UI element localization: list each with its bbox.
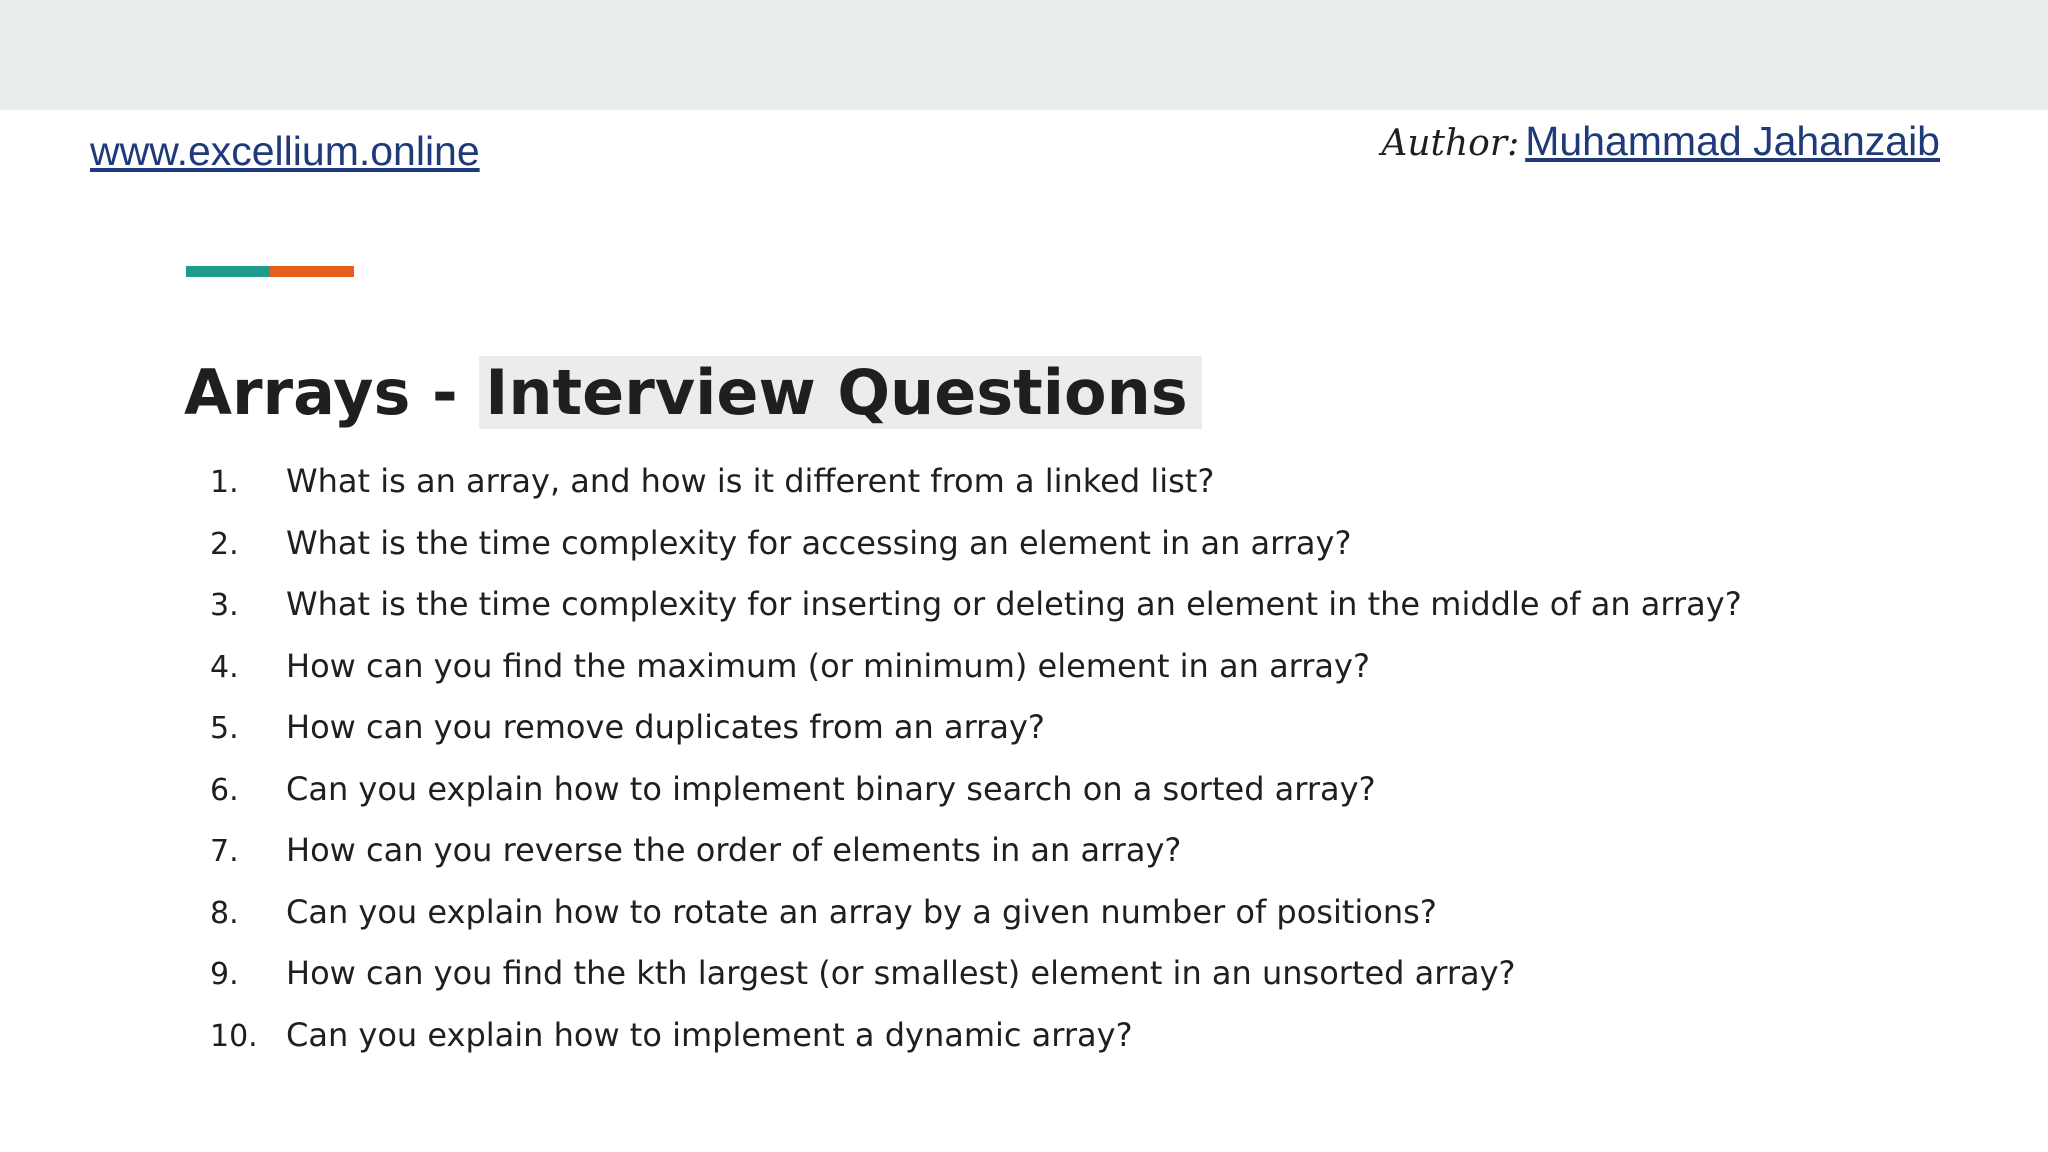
item-text: How can you find the kth largest (or smallest) element in an unsorted array?: [286, 954, 1516, 992]
item-text: Can you explain how to implement binary search on a sorted array?: [286, 769, 1376, 808]
author-credit: [1381, 118, 1940, 165]
item-text: What is an array, and how is it different from a linked list?: [286, 462, 1215, 500]
item-number: 6.: [210, 772, 239, 808]
list-item: [210, 524, 1742, 586]
item-text: Can you explain how to rotate an array by a given number of positions?: [286, 892, 1437, 931]
item-number: 10.: [210, 1018, 258, 1054]
item-number: 5.: [210, 711, 239, 746]
item-number: 9.: [210, 957, 239, 992]
accent-bar: [186, 266, 354, 277]
item-number: 8.: [210, 895, 239, 931]
page-title: [184, 354, 1202, 432]
accent-bar-orange: [270, 266, 354, 277]
item-text: What is the time complexity for inserting or deleting an element in the middle of an array?: [286, 585, 1742, 623]
list-item: [210, 831, 1742, 893]
item-text: How can you find the maximum (or minimum) element in an array?: [286, 646, 1370, 685]
question-list: [210, 462, 1742, 1077]
author-label: Author:: [1381, 123, 1520, 164]
item-text: Can you explain how to implement a dynamic array?: [286, 1015, 1133, 1054]
list-item: [210, 647, 1742, 709]
list-item: [210, 893, 1742, 955]
list-item: [210, 954, 1742, 1016]
item-number: 4.: [210, 649, 239, 685]
list-item: [210, 585, 1742, 647]
author-name-link[interactable]: Muhammad Jahanzaib: [1525, 118, 1940, 164]
title-prefix: Arrays -: [184, 355, 480, 429]
item-number: 2.: [210, 526, 239, 562]
site-link[interactable]: www.excellium.online: [90, 128, 480, 174]
item-number: 3.: [210, 588, 239, 623]
item-number: 1.: [210, 465, 239, 500]
top-band: [0, 0, 2048, 110]
list-item: [210, 1016, 1742, 1078]
title-highlight: Interview Questions: [479, 356, 1201, 429]
list-item: [210, 770, 1742, 832]
item-text: How can you reverse the order of elements in an array?: [286, 831, 1182, 869]
list-item: [210, 462, 1742, 524]
list-item: [210, 708, 1742, 770]
item-number: 7.: [210, 834, 239, 869]
accent-bar-teal: [186, 266, 270, 277]
item-text: What is the time complexity for accessing an element in an array?: [286, 523, 1352, 562]
item-text: How can you remove duplicates from an array?: [286, 708, 1045, 746]
